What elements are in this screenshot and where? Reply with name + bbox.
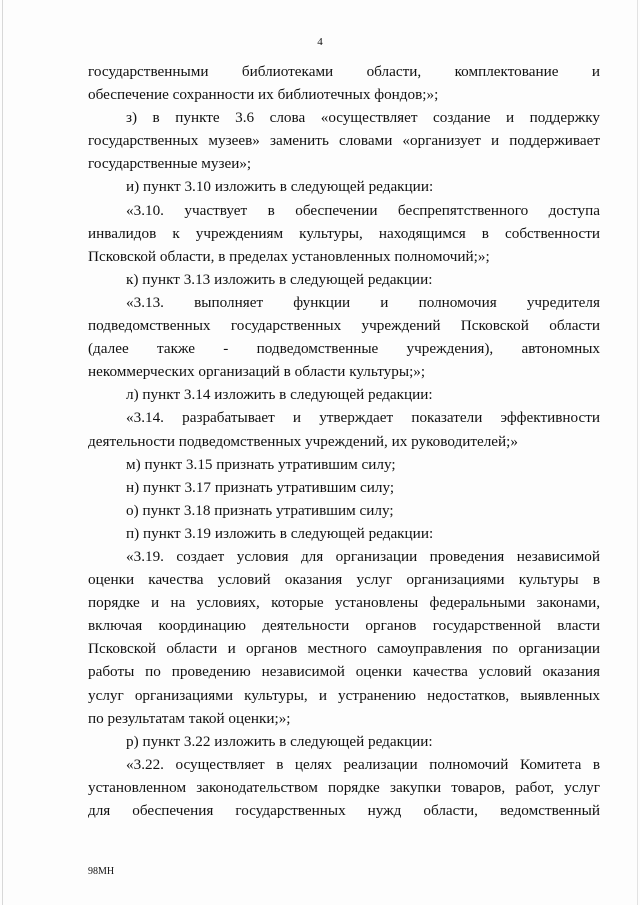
- scan-edge-left: [2, 0, 3, 905]
- text-line: Псковской области, в пределах установленных полномочий;»;: [88, 247, 490, 265]
- text-line: р) пункт 3.22 изложить в следующей редакции:: [126, 732, 433, 750]
- text-line: включая координацию деятельности органов государственной власти: [88, 617, 600, 635]
- text-line: подведомственных государственных учреждений Псковской области: [88, 317, 600, 335]
- text-line: деятельности подведомственных учреждений, их руководителей;»: [88, 432, 518, 450]
- text-line: о) пункт 3.18 признать утратившим силу;: [126, 501, 394, 519]
- text-line: установленном законодательством порядке закупки товаров, работ, услуг: [88, 778, 600, 796]
- text-line: обеспечение сохранности их библиотечных фондов;»;: [88, 86, 439, 104]
- text-line: услуг организациями культуры, и устранению недостатков, выявленных: [88, 686, 600, 704]
- text-line: инвалидов к учреждениям культуры, находящимся в собственности: [88, 224, 600, 242]
- text-line: государственными библиотеками области, комплектование и: [88, 63, 600, 80]
- text-line: работы по проведению независимой оценки качества условий оказания: [88, 663, 600, 681]
- text-line: п) пункт 3.19 изложить в следующей редакции:: [126, 524, 434, 542]
- text-line: «3.10. участвует в обеспечении беспрепятственного доступа: [126, 201, 600, 219]
- document-body: [88, 60, 600, 822]
- text-line: (далее также - подведомственные учреждения), автономных: [88, 340, 600, 358]
- text-line: порядке и на условиях, которые установлены федеральными законами,: [88, 594, 600, 612]
- text-line: м) пункт 3.15 признать утратившим силу;: [126, 455, 396, 473]
- text-line: оценки качества условий оказания услуг организациями культуры в: [88, 571, 600, 589]
- text-line: з) в пункте 3.6 слова «осуществляет создание и поддержку: [126, 109, 600, 127]
- text-line: «3.14. разрабатывает и утверждает показатели эффективности: [126, 409, 600, 427]
- page-number: 4: [317, 36, 323, 48]
- text-line: к) пункт 3.13 изложить в следующей редакции:: [126, 270, 433, 288]
- text-line: л) пункт 3.14 изложить в следующей редакции:: [126, 386, 433, 404]
- text-line: для обеспечения государственных нужд области, ведомственный: [88, 802, 600, 819]
- text-line: «3.22. осуществляет в целях реализации полномочий Комитета в: [126, 755, 600, 773]
- footer-document-code: 98МН: [88, 866, 115, 877]
- scan-edge-right: [637, 0, 638, 905]
- text-line: по результатам такой оценки;»;: [88, 709, 291, 727]
- text-line: государственные музеи»;: [88, 155, 252, 173]
- text-line: и) пункт 3.10 изложить в следующей редакции:: [126, 178, 434, 196]
- text-line: н) пункт 3.17 признать утратившим силу;: [126, 478, 395, 496]
- text-line: «3.19. создает условия для организации проведения независимой: [126, 547, 600, 565]
- text-line: некоммерческих организаций в области культуры;»;: [88, 363, 426, 381]
- text-line: государственных музеев» заменить словами «организует и поддерживает: [88, 132, 600, 150]
- text-line: Псковской области и органов местного самоуправления по организации: [88, 640, 600, 658]
- text-line: «3.13. выполняет функции и полномочия учредителя: [126, 293, 600, 311]
